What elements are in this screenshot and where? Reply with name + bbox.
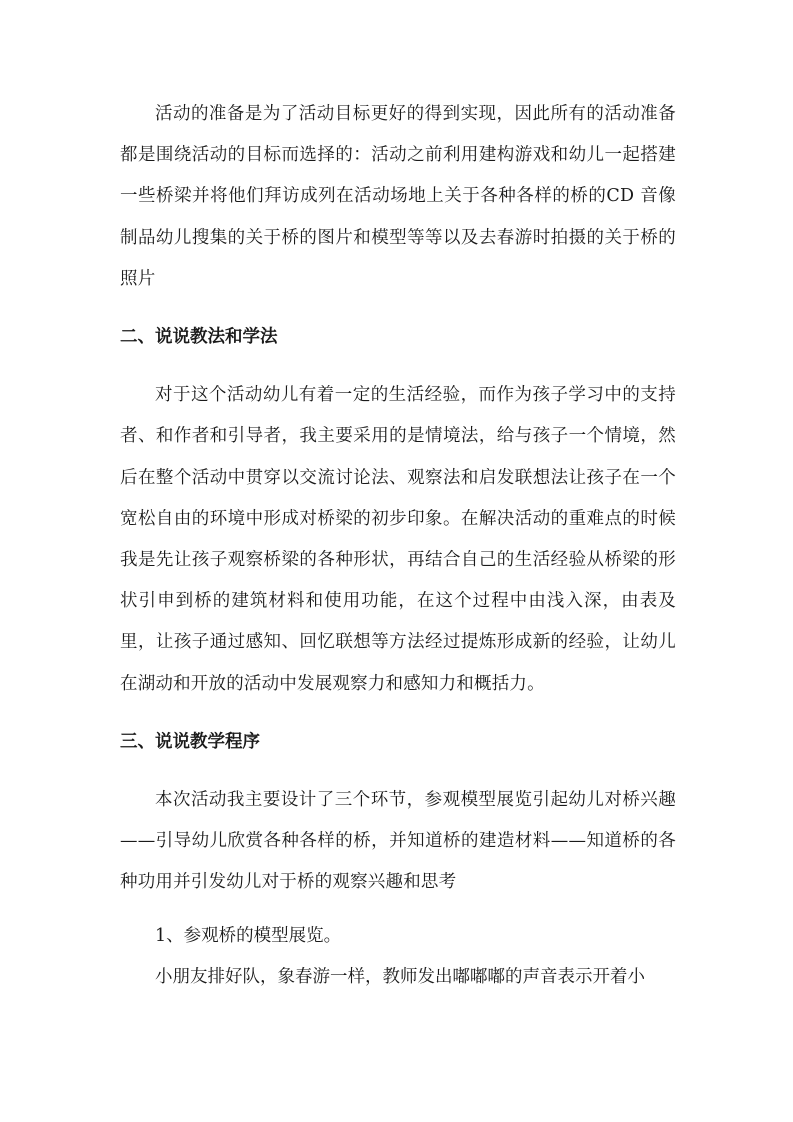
spacer: [120, 763, 676, 780]
paragraph-methods: 对于这个活动幼儿有着一定的生活经验，而作为孩子学习中的支持者、和作者和引导者，我主要采用的是情境法，给与孩子一个情境，然后在整个活动中贯穿以交流讨论法、观察法和启发联想法让孩子在一个宽松自由的环境中形成对桥梁的初步印象。在解决活动的重难点的时候我是先让孩子观察桥梁的各种形状，再结合自己的生活经验从桥梁的形状引申到桥的建筑材料和使用功能，在这个过程中由浅入深，由表及里，让孩子通过感知、回忆联想等方法经过提炼形成新的经验，让幼儿在湖动和开放的活动中发展观察力和感知力和概括力。: [120, 385, 676, 694]
paragraph-program: 本次活动我主要设计了三个环节，参观模型展览引起幼儿对桥兴趣——引导幼儿欣赏各种各样的桥，并知道桥的建造材料——知道桥的各种功用并引发幼儿对于桥的观察兴趣和思考: [120, 790, 676, 893]
paragraph-item-1: 小朋友排好队，象春游一样，教师发出嘟嘟嘟的声音表示开着小: [155, 966, 645, 987]
list-item-model-exhibition: 1、参观桥的模型展览。: [155, 925, 342, 946]
spacer: [120, 904, 676, 916]
document-body: [120, 94, 676, 998]
spacer: [120, 358, 676, 375]
section-heading-methods: 二、说说教法和学法: [120, 327, 278, 348]
spacer: [120, 705, 676, 722]
spacer: [120, 300, 676, 317]
section-heading-program: 三、说说教学程序: [120, 731, 260, 752]
paragraph-preparation: 活动的准备是为了活动目标更好的得到实现，因此所有的活动准备都是围绕活动的目标而选择的：活动之前利用建构游戏和幼儿一起搭建一些桥梁并将他们拜访成列在活动场地上关于各种各样的桥的CD 音像制品幼儿搜集的关于桥的图片和模型等等以及去春游时拍摄的关于桥的照片: [120, 104, 676, 289]
